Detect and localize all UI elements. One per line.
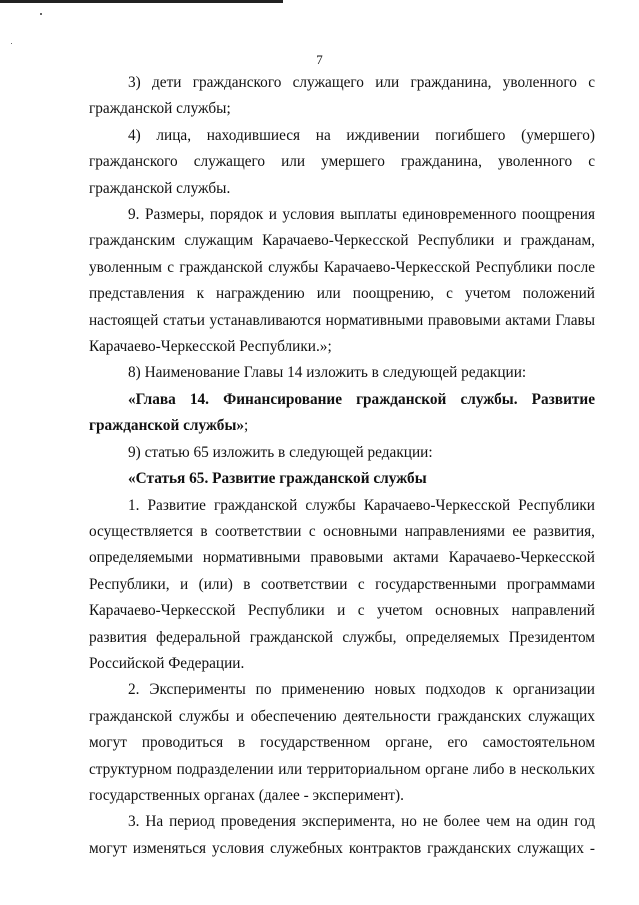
paragraph-chapter-14-title [89, 387, 595, 440]
chapter-14-title-tail: ; [244, 417, 249, 435]
paragraph-item-3: 3) дети гражданского служащего или гражданина, уволенного с гражданской службы; [89, 74, 595, 118]
paragraph-clause-9: 9. Размеры, порядок и условия выплаты единовременного поощрения гражданским служащим Карачаево-Черкесской Республики и гражданам, уволенным с гражданской службы Карачаево-Черкесской Республики после представления к награждению или поощрению, с учетом положений настоящей статьи устанавливаются нормативными правовыми актами Главы Карачаево-Черкесской Республики.»; [89, 206, 595, 356]
scan-edge-line [0, 0, 283, 3]
document-body [89, 70, 595, 862]
paragraph-amendment-9: 9) статью 65 изложить в следующей редакции: [128, 443, 433, 461]
paragraph-article-65-item-2: 2. Эксперименты по применению новых подходов к организации гражданской службы и обеспечению деятельности гражданских служащих могут проводиться в государственном органе, его самостоятельном структурном подразделении или территориальном органе либо в нескольких государственных органах (далее - эксперимент). [89, 681, 595, 804]
article-65-heading: «Статья 65. Развитие гражданской службы [128, 470, 427, 488]
chapter-14-title-bold: «Глава 14. Финансирование гражданской службы. Развитие гражданской службы» [89, 390, 595, 435]
paragraph-item-4: 4) лица, находившиеся на иждивении погибшего (умершего) гражданского служащего или умершего гражданина, уволенного с гражданской службы. [89, 126, 595, 197]
scan-speck [40, 13, 42, 15]
scan-speck [11, 43, 12, 44]
paragraph-article-65-item-1: 1. Развитие гражданской службы Карачаево-Черкесской Республики осуществляется в соответствии с основными направлениями ее развития, определяемыми нормативными правовыми актами Карачаево-Черкесской Республики, и (или) в соответствии с государственными программами Карачаево-Черкесской Республики и с учетом основных направлений развития федеральной гражданской службы, определяемых Президентом Российской Федерации. [89, 496, 595, 672]
page-number: 7 [316, 52, 323, 67]
paragraph-amendment-8: 8) Наименование Главы 14 изложить в следующей редакции: [128, 364, 527, 382]
paragraph-article-65-item-3: 3. На период проведения эксперимента, но не более чем на один год могут изменяться условия служебных контрактов гражданских служащих - [89, 813, 595, 857]
